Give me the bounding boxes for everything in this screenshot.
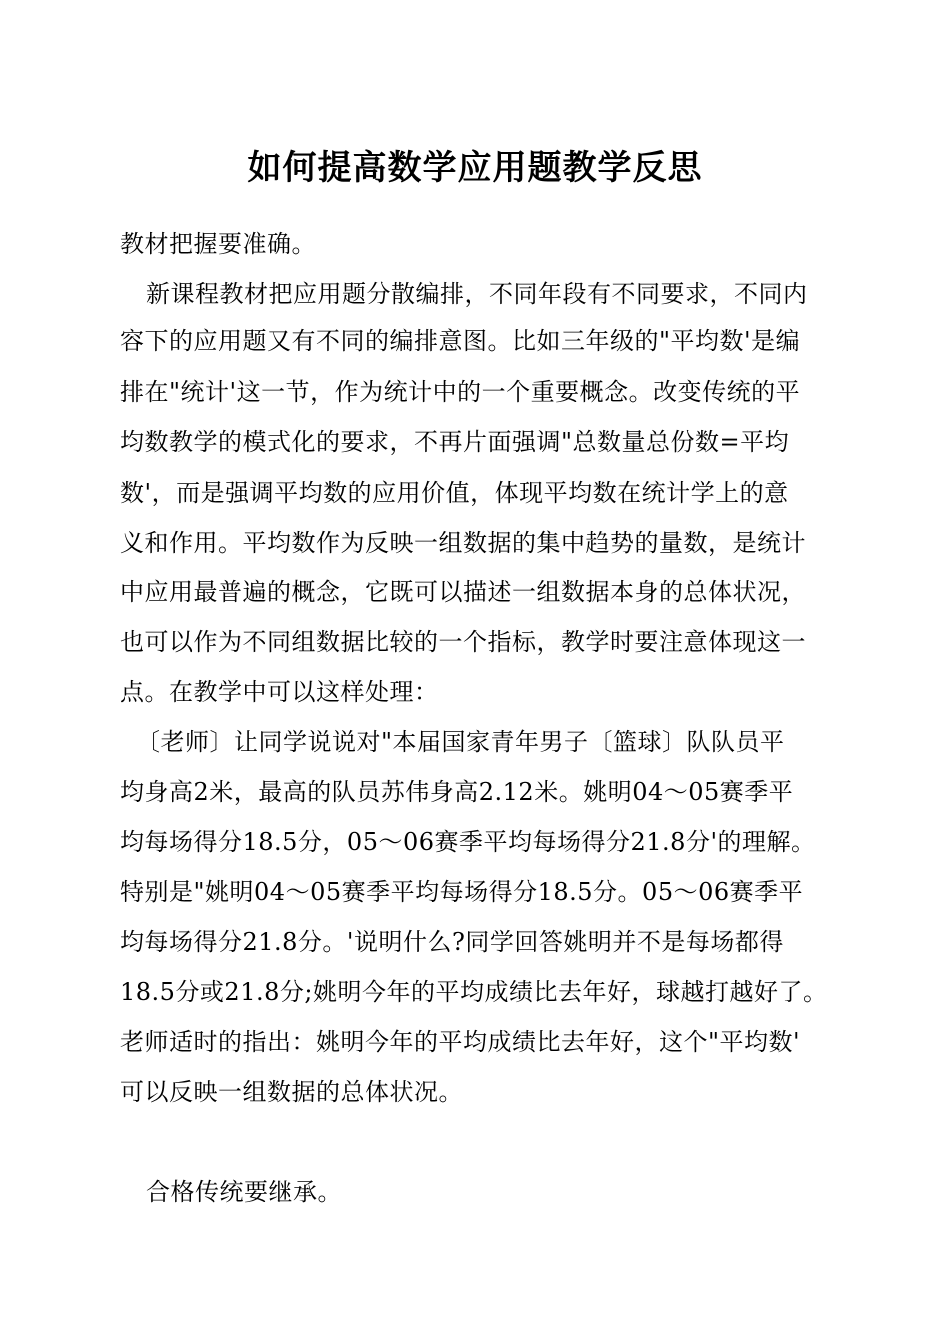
paragraph-line: 老师适时的指出：姚明今年的平均成绩比去年好，这个"平均数' — [120, 1028, 801, 1056]
paragraph-line: 18.5分或21.8分;姚明今年的平均成绩比去年好，球越打越好了。 — [120, 978, 828, 1006]
paragraph-line: 均每场得分21.8分。'说明什么?同学回答姚明并不是每场都得 — [120, 928, 784, 956]
paragraph-line: 中应用最普遍的概念，它既可以描述一组数据本身的总体状况， — [120, 578, 806, 606]
paragraph-line: 合格传统要继承。 — [146, 1178, 342, 1206]
paragraph-line: 数'，而是强调平均数的应用价值，体现平均数在统计学上的意 — [120, 479, 789, 507]
paragraph-line: 也可以作为不同组数据比较的一个指标，教学时要注意体现这一 — [120, 628, 806, 656]
document-title: 如何提高数学应用题教学反思 — [247, 148, 703, 188]
paragraph-line: 教材把握要准确。 — [120, 230, 316, 258]
paragraph-line: 〔老师〕让同学说说对"本届国家青年男子〔篮球〕队队员平 — [136, 728, 785, 756]
paragraph-line: 点。在教学中可以这样处理： — [120, 678, 439, 706]
paragraph-line: 新课程教材把应用题分散编排，不同年段有不同要求，不同内 — [146, 280, 808, 308]
paragraph-line: 均数教学的模式化的要求，不再片面强调"总数量总份数=平均 — [120, 428, 790, 456]
paragraph-line: 义和作用。平均数作为反映一组数据的集中趋势的量数，是统计 — [120, 529, 806, 557]
paragraph-line: 均身高2米，最高的队员苏伟身高2.12米。姚明04～05赛季平 — [120, 778, 794, 806]
paragraph-line: 均每场得分18.5分，05～06赛季平均每场得分21.8分'的理解。 — [120, 828, 816, 856]
paragraph-line: 排在"统计'这一节，作为统计中的一个重要概念。改变传统的平 — [120, 378, 801, 406]
paragraph-line: 特别是"姚明04～05赛季平均每场得分18.5分。05～06赛季平 — [120, 878, 804, 906]
paragraph-line: 容下的应用题又有不同的编排意图。比如三年级的"平均数'是编 — [120, 327, 801, 355]
paragraph-line: 可以反映一组数据的总体状况。 — [120, 1078, 463, 1106]
